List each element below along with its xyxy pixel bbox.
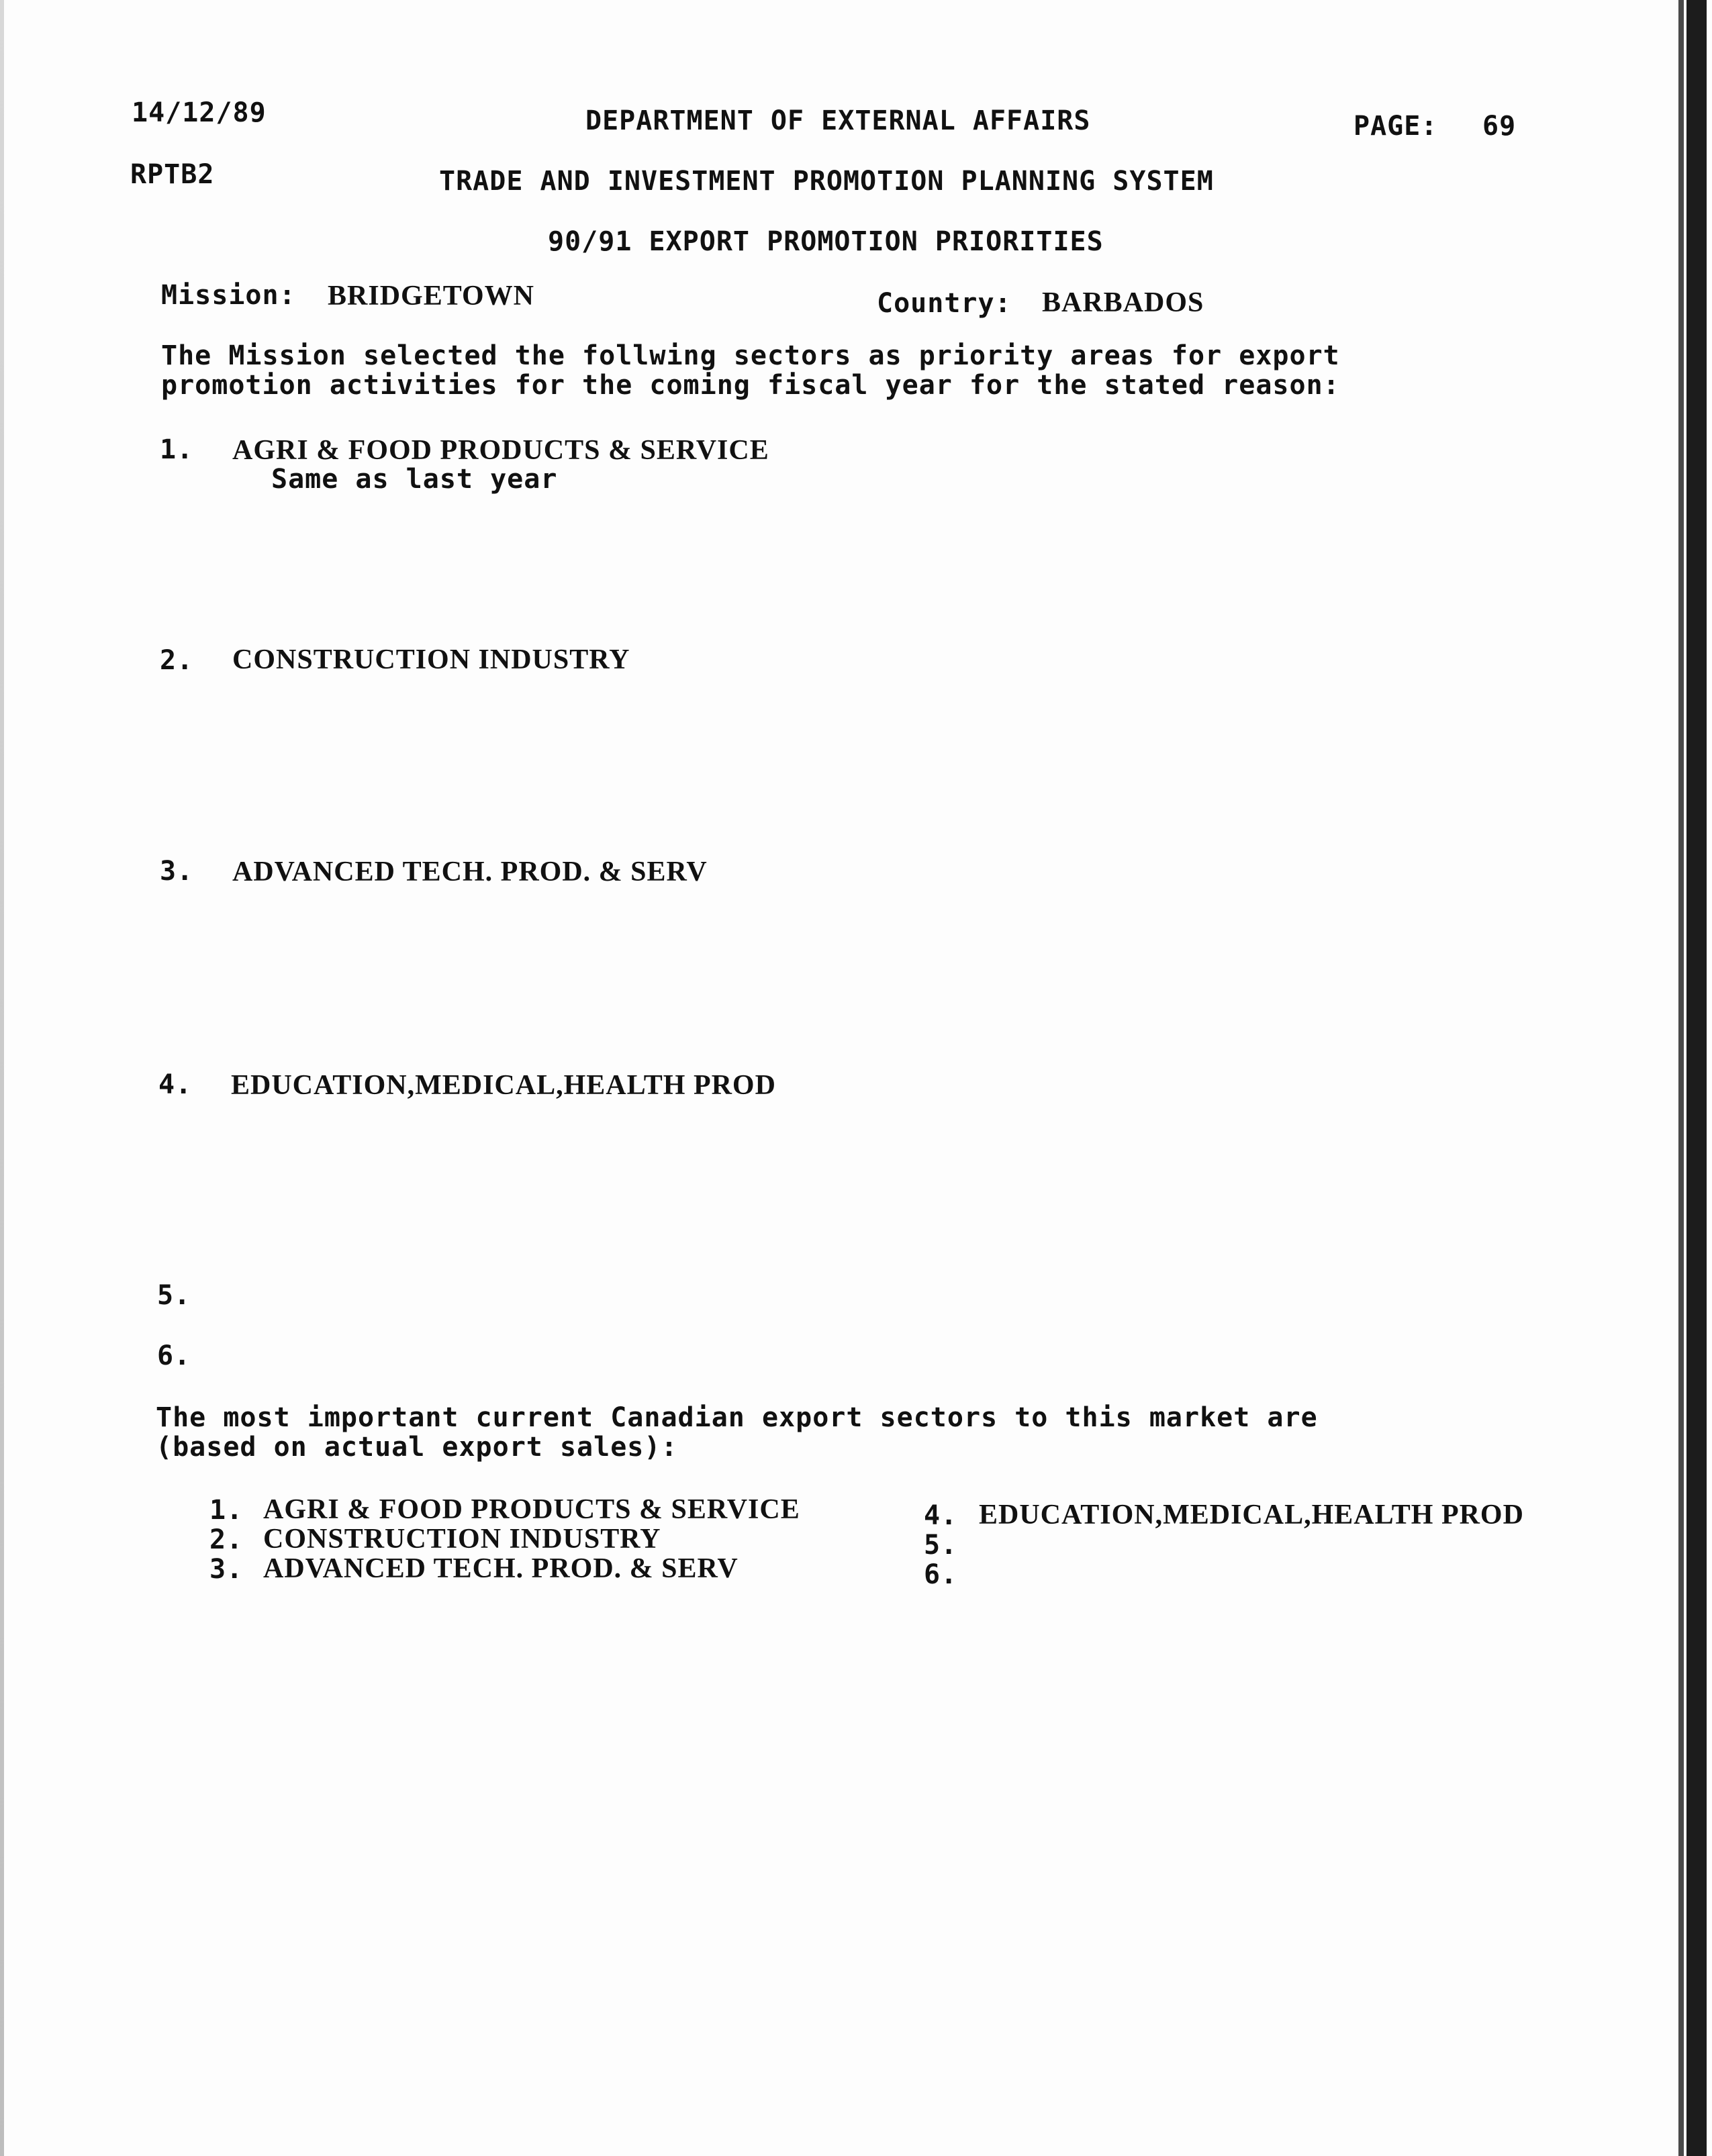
priority-number-6: 6. bbox=[157, 1340, 191, 1371]
summary-right-number-4: 4. bbox=[924, 1500, 958, 1531]
priority-sector-1: AGRI & FOOD PRODUCTS & SERVICE bbox=[232, 435, 769, 466]
summary-left-number-1: 1. bbox=[209, 1495, 244, 1526]
summary-left-number-3: 3. bbox=[209, 1554, 244, 1585]
scan-left-edge bbox=[0, 0, 4, 2156]
mission-label: Mission: bbox=[161, 280, 296, 311]
summary-right-number-5: 5. bbox=[924, 1530, 958, 1561]
priority-number-1: 1. bbox=[160, 434, 194, 465]
priority-sector-2: CONSTRUCTION INDUSTRY bbox=[232, 644, 630, 675]
country-label: Country: bbox=[877, 288, 1012, 319]
priority-sector-3: ADVANCED TECH. PROD. & SERV bbox=[232, 856, 708, 887]
intro-line-1: The Mission selected the follwing sectors as priority areas for export bbox=[161, 340, 1340, 371]
report-title: 90/91 EXPORT PROMOTION PRIORITIES bbox=[548, 226, 1104, 257]
summary-line-2: (based on actual export sales): bbox=[156, 1432, 678, 1463]
priority-number-2: 2. bbox=[160, 645, 194, 676]
summary-left-sector-2: CONSTRUCTION INDUSTRY bbox=[263, 1524, 661, 1555]
report-code: RPTB2 bbox=[130, 159, 215, 190]
intro-line-2: promotion activities for the coming fiscal year for the stated reason: bbox=[161, 370, 1340, 401]
summary-right-number-6: 6. bbox=[924, 1559, 958, 1590]
summary-left-number-2: 2. bbox=[209, 1524, 244, 1555]
summary-right-sector-4: EDUCATION,MEDICAL,HEALTH PROD bbox=[979, 1500, 1524, 1530]
scan-right-edge-inner bbox=[1678, 0, 1684, 2156]
page-label: PAGE: bbox=[1353, 111, 1438, 142]
priority-number-5: 5. bbox=[157, 1280, 191, 1311]
summary-line-1: The most important current Canadian export sectors to this market are bbox=[156, 1402, 1318, 1433]
system-title: TRADE AND INVESTMENT PROMOTION PLANNING SYSTEM bbox=[439, 166, 1214, 197]
summary-left-sector-1: AGRI & FOOD PRODUCTS & SERVICE bbox=[263, 1494, 800, 1525]
department-title: DEPARTMENT OF EXTERNAL AFFAIRS bbox=[585, 105, 1091, 136]
mission-value: BRIDGETOWN bbox=[328, 281, 534, 311]
scan-right-edge bbox=[1686, 0, 1707, 2156]
priority-number-4: 4. bbox=[158, 1069, 193, 1100]
priority-sector-4: EDUCATION,MEDICAL,HEALTH PROD bbox=[231, 1070, 776, 1101]
page-number: 69 bbox=[1482, 111, 1517, 142]
summary-left-sector-3: ADVANCED TECH. PROD. & SERV bbox=[263, 1553, 739, 1584]
report-date: 14/12/89 bbox=[132, 97, 267, 128]
country-value: BARBADOS bbox=[1042, 287, 1204, 318]
priority-reason-1: Same as last year bbox=[271, 464, 558, 495]
priority-number-3: 3. bbox=[160, 856, 194, 887]
